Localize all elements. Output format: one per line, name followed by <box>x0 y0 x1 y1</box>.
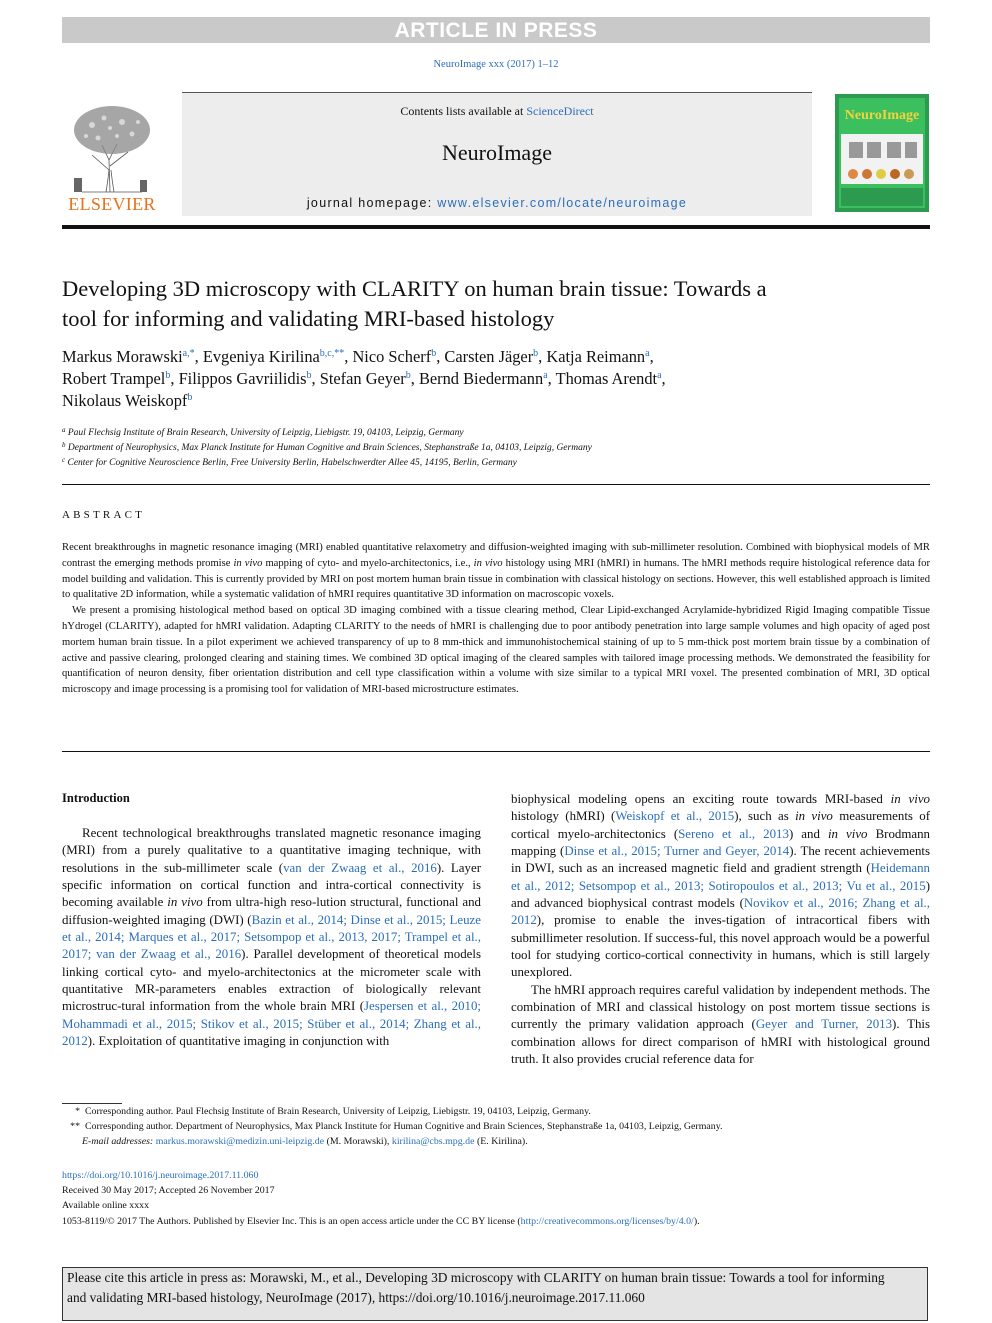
abstract-paragraph: We present a promising histological method based on optical 3D imaging combined with a tissue clearing method, Clear Lipid-exchanged Acrylamide-hybridized Rigid Imaging compatible Tissue hYdrogel (CLARITY), adapted for hMRI validation. Adapting CLARITY to the needs of hMRI is challenging due to poor antibody penetration into large sample volumes and high opacity of aged post mortem human brain tissue. In a pilot experiment we achieved transparency of up to 8 mm-thick and immunohistochemical staining of up to 5 mm-thick post mortem brain tissue by a combination of active and passive clearing, prolonged clearing and staining times. We combined 3D optical imaging of the cleared samples with tailored image processing methods. We demonstrated the feasibility for quantification of neuron density, fiber orientation distribution and cell type classification within a volume with size similar to a typical MRI voxel. The presented combination of MRI, 3D optical microscopy and image processing is a promising tool for validation of MRI-based microstructure estimates. <box>62 605 930 696</box>
author[interactable] <box>444 347 538 366</box>
abstract-text: mapping of cyto- and myelo-architectonics, i.e., <box>262 557 474 569</box>
author-affil[interactable]: a,* <box>182 348 195 359</box>
license-line <box>62 1214 930 1229</box>
body-text: ). The recent achievements in DWI, such as an increased magnetic field and gradient strength ( <box>511 844 930 876</box>
footnote-mark: * <box>75 1106 80 1117</box>
author[interactable] <box>62 347 195 366</box>
elsevier-wordmark: ELSEVIER <box>68 194 156 214</box>
footnote-mark: ** <box>70 1121 80 1132</box>
author[interactable] <box>419 369 548 388</box>
email-link[interactable]: markus.morawski@medizin.uni-leipzig.de <box>155 1136 325 1147</box>
body-italic: in vivo <box>167 895 203 910</box>
author-affil[interactable]: b <box>405 370 411 381</box>
article-in-press-banner: ARTICLE IN PRESS <box>62 17 930 43</box>
section-rule <box>62 484 930 485</box>
author-name: Katja Reimann <box>546 347 646 366</box>
received-dates: Received 30 May 2017; Accepted 26 November 2017 <box>62 1185 275 1197</box>
author[interactable] <box>203 347 344 366</box>
author-affil[interactable]: b <box>533 348 539 359</box>
author-name: Filippos Gavriilidis <box>178 369 307 388</box>
footnote-text: Corresponding author. Paul Flechsig Institute of Brain Research, University of Leipzig, Liebigstr. 19, 04103, Leipzig, Germany. <box>84 1106 591 1117</box>
author-name: Carsten Jäger <box>444 347 534 366</box>
section-heading: Introduction <box>62 791 130 805</box>
author-name: Thomas Arendt <box>555 369 658 388</box>
body-column-right <box>511 791 930 1069</box>
author-affil[interactable]: a <box>543 370 548 381</box>
cite-line: and validating MRI-based histology, NeuroImage (2017), https://doi.org/10.1016/j.neuroimage.2017.11.060 <box>67 1290 645 1305</box>
title-line: tool for informing and validating MRI-based histology <box>62 306 555 331</box>
title-line: Developing 3D microscopy with CLARITY on human brain tissue: Towards a <box>62 276 767 301</box>
citation-link[interactable]: Weiskopf et al., 2015 <box>615 809 735 824</box>
affiliation-text: Center for Cognitive Neuroscience Berlin, Free University Berlin, Habelschwerdter Allee 45, 14195, Berlin, Germany <box>67 458 517 468</box>
section-rule <box>62 751 930 752</box>
contents-prefix: Contents lists available at <box>400 104 527 118</box>
publication-info <box>62 1168 930 1229</box>
author-name: Bernd Biedermann <box>418 369 544 388</box>
email-owner: (E. Kirilina). <box>474 1136 528 1147</box>
email-label: E-mail addresses: <box>82 1136 156 1147</box>
author-sep: , <box>344 347 353 366</box>
body-text: ), such as <box>734 809 796 824</box>
body-text: Brodmann mapping ( <box>511 826 930 859</box>
citation-link[interactable]: Sereno et al., 2013 <box>678 826 789 841</box>
affiliation-text: Paul Flechsig Institute of Brain Research, University of Leipzig, Liebigstr. 19, 04103, Leipzig, Germany <box>67 428 464 438</box>
cite-line: Please cite this article in press as: Morawski, M., et al., Developing 3D microscopy with CLARITY on human brain tissue: Towards a tool for informing <box>67 1270 885 1285</box>
body-paragraph <box>511 791 930 982</box>
author-name: Stefan Geyer <box>319 369 406 388</box>
license-text: 1053-8119/© 2017 The Authors. Published by Elsevier Inc. This is an open access article under the CC BY license ( <box>62 1215 521 1227</box>
author-name: Nico Scherf <box>352 347 432 366</box>
body-text: ). Layer specific information on cortical function and intra-cortical connectivity is becoming available <box>62 860 481 910</box>
body-text: histology (hMRI) ( <box>511 809 616 824</box>
author[interactable] <box>62 369 170 388</box>
abstract-italic: in vivo <box>233 557 263 569</box>
cover-title: NeuroImage <box>844 108 920 123</box>
body-text: ). Exploitation of quantitative imaging in conjunction with <box>87 1034 390 1049</box>
abstract-italic: in vivo <box>473 557 503 569</box>
author-affil[interactable]: a <box>645 348 650 359</box>
citation-link[interactable]: Dinse et al., 2015; Turner and Geyer, 2014 <box>564 844 790 859</box>
author-affil[interactable]: b,c,** <box>319 348 345 359</box>
citation-link[interactable]: Bazin et al., 2014; Dinse et al., 2015; Leuze et al., 2014; Marques et al., 2017; Setsompop et al., 2013, 2017; Trampel et al., 2017; van der Zwaag et al., 2016 <box>62 912 481 962</box>
affiliations <box>62 426 922 471</box>
abstract-text: Recent breakthroughs in magnetic resonance imaging (MRI) enabled quantitative relaxometry and diffusion-weighted imaging with sub-millimeter resolution. Combined with biophysical models of MR contrast the emerging methods promise <box>62 542 930 569</box>
author-sep: , <box>311 369 320 388</box>
body-paragraph <box>511 982 930 1069</box>
body-text: from ultra-high reso-lution structural, functional and diffusion-weighted imaging (DWI) ( <box>62 895 481 927</box>
abstract-body <box>62 540 930 698</box>
journal-homepage <box>182 196 812 210</box>
author-sep: , <box>547 369 556 388</box>
author-affil[interactable]: a <box>657 370 662 381</box>
body-text: ), promise to enable the inves-tigation of intracortical fibers with submillimeter resolution. If success-ful, this novel approach would be a powerful tool for studying cortico-cortical connectivity in humans, which is still largely unexplored. <box>511 913 930 980</box>
author-sep: , <box>649 347 654 366</box>
author-name: Nikolaus Weiskopf <box>62 391 188 410</box>
email-owner: (M. Morawski), <box>324 1136 392 1147</box>
footnotes <box>62 1104 930 1149</box>
author-sep: , <box>436 347 445 366</box>
author-name: Markus Morawski <box>62 347 183 366</box>
author-affil[interactable]: b <box>306 370 312 381</box>
body-italic: in vivo <box>890 792 930 806</box>
affiliation <box>62 456 922 471</box>
email-link[interactable]: kirilina@cbs.mpg.de <box>391 1136 475 1147</box>
body-text: ) and advanced biophysical contrast models ( <box>511 878 930 911</box>
body-text: Recent technological breakthroughs translated magnetic resonance imaging (MRI) from a purely qualitative to a quantitative imaging technique, with resolutions in the sub-millimeter scale ( <box>62 826 481 875</box>
license-text: ). <box>693 1215 700 1227</box>
affiliation-mark: b <box>62 441 66 449</box>
body-text: The hMRI approach requires careful validation by independent methods. The combination of MRI and classical histology on post mortem tissue sections is currently the primary validation approach ( <box>511 982 930 1032</box>
author[interactable] <box>179 369 312 388</box>
homepage-link[interactable]: www.elsevier.com/locate/neuroimage <box>437 196 688 210</box>
license-link[interactable]: http://creativecommons.org/licenses/by/4.0/ <box>520 1215 694 1227</box>
doi-link[interactable]: https://doi.org/10.1016/j.neuroimage.2017.11.060 <box>62 1170 259 1181</box>
affiliation-text: Department of Neurophysics, Max Planck Institute for Human Cognitive and Brain Sciences, Stephanstraße 1a, 04103, Leipzig, Germany <box>67 443 592 453</box>
footnote <box>62 1119 930 1134</box>
body-text: measurements of cortical myelo-architectonics ( <box>511 809 931 841</box>
author[interactable] <box>546 347 649 366</box>
author-sep: , <box>661 369 666 388</box>
available-online: Available online xxxx <box>62 1200 150 1212</box>
author-sep: , <box>410 369 419 388</box>
author-affil[interactable]: b <box>187 392 193 403</box>
author-name: Evgeniya Kirilina <box>202 347 320 366</box>
article-title <box>62 274 842 334</box>
author[interactable] <box>352 347 436 366</box>
author-affil[interactable]: b <box>165 370 171 381</box>
abstract-paragraph <box>62 540 930 603</box>
author-affil[interactable]: b <box>431 348 437 359</box>
footnote <box>62 1104 930 1119</box>
citation-link[interactable]: van der Zwaag et al., 2016 <box>283 860 437 875</box>
cite-box <box>62 1267 928 1321</box>
footnote-text: Corresponding author. Department of Neurophysics, Max Planck Institute for Human Cognitive and Brain Sciences, Stephanstraße 1a, 04103, Leipzig, Germany. <box>84 1121 723 1132</box>
email-line <box>62 1134 930 1149</box>
elsevier-logo <box>62 100 162 214</box>
affiliation <box>62 441 922 456</box>
author[interactable] <box>320 369 411 388</box>
body-italic: in vivo <box>795 809 833 824</box>
author[interactable] <box>62 391 192 410</box>
homepage-label: journal homepage: <box>306 196 438 210</box>
author-sep: , <box>538 347 547 366</box>
body-text: ). Parallel development of theoretical models linking cortical cyto- and myelo-architectonics at the micrometer scale with quantitative MR-parameters enables extraction of biologically relevant microstruc-tural information from the whole brain MRI ( <box>62 947 481 1014</box>
journal-citation[interactable]: NeuroImage xxx (2017) 1–12 <box>433 59 559 70</box>
header-rule <box>62 225 930 229</box>
affiliation-mark: c <box>62 456 66 464</box>
abstract-text: histology using MRI (hMRI) in humans. The hMRI methods require histological reference data for model building and validation. This is currently provided by MRI on post mortem human brain tissue in combination with classical histology on sections. However, this well established approach is limited to qualitative 2D information, while a systematic validation of hMRI requires quantitative 3D information on macroscopic voxels. <box>62 557 930 601</box>
journal-cover <box>835 94 929 212</box>
body-text: ). This combination allows for direct comparison of hMRI with histological ground truth. It also provides crucial reference data for <box>511 1017 930 1067</box>
citation-link[interactable]: Heidemann et al., 2012; Setsompop et al., 2013; Sotiropoulos et al., 2013; Vu et al., 2015 <box>511 861 930 893</box>
author-list <box>62 346 862 412</box>
author-name: Robert Trampel <box>62 369 166 388</box>
citation-link[interactable]: Novikov et al., 2016; Zhang et al., 2012 <box>511 896 930 928</box>
author-sep: , <box>170 369 179 388</box>
body-paragraph <box>62 825 481 1050</box>
contents-line <box>182 104 812 119</box>
author-sep: , <box>194 347 203 366</box>
body-text: biophysical modeling opens an exciting route towards MRI-based <box>511 792 891 806</box>
body-italic: in vivo <box>827 826 868 841</box>
body-column-left <box>62 825 481 1050</box>
affiliation <box>62 426 922 441</box>
citation-link[interactable]: Jespersen et al., 2010; Mohammadi et al., 2015; Stikov et al., 2015; Stüber et al., 2014; Zhang et al., 2012 <box>62 999 481 1049</box>
body-text: ) and <box>788 826 828 841</box>
abstract-heading: ABSTRACT <box>62 509 146 521</box>
author[interactable] <box>556 369 662 388</box>
affiliation-mark: a <box>62 426 66 434</box>
journal-name: NeuroImage <box>442 140 552 165</box>
sciencedirect-link[interactable]: ScienceDirect <box>526 104 594 118</box>
citation-link[interactable]: Geyer and Turner, 2013 <box>755 1017 893 1032</box>
